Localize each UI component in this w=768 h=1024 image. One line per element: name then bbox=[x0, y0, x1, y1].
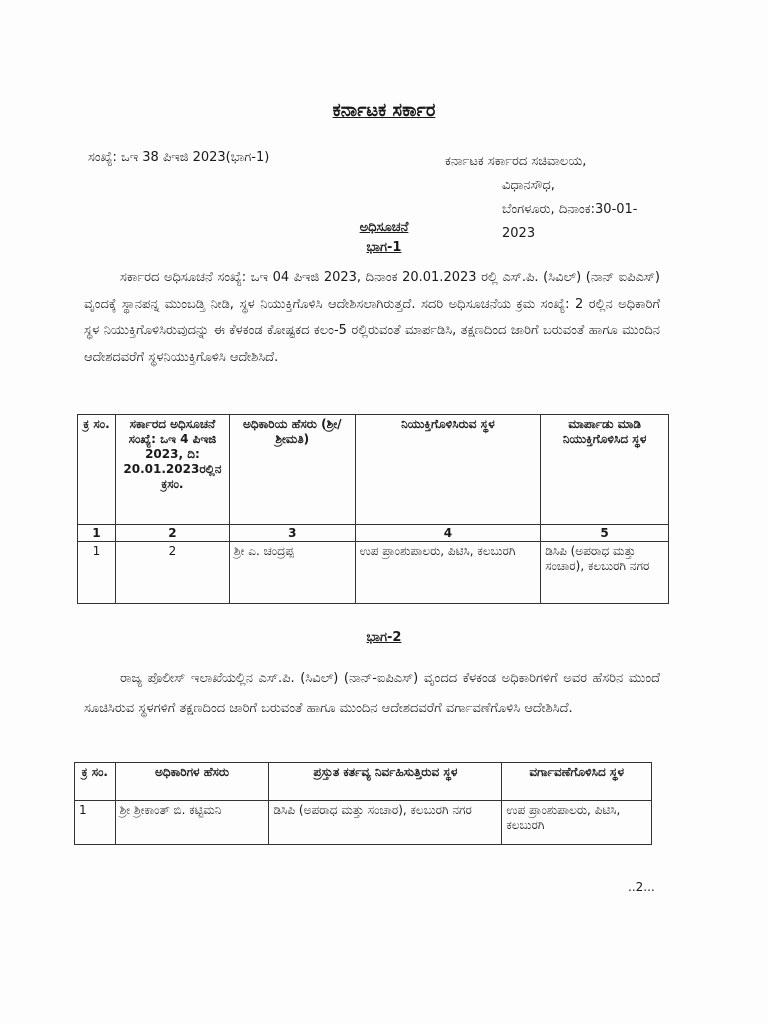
part2-heading: ಭಾಗ-2 bbox=[366, 630, 402, 645]
table-cell: ಡಿಸಿಪಿ (ಅಪರಾಧ ಮತ್ತು ಸಂಚಾರ), ಕಲಬುರಗಿ ನಗರ bbox=[269, 801, 502, 845]
part1-table bbox=[77, 414, 669, 604]
column-header: ನಿಯುಕ್ತಿಗೊಳಿಸಿರುವ ಸ್ಥಳ bbox=[355, 415, 541, 525]
notification-heading: ಅಧಿಸೂಚನೆ bbox=[359, 220, 409, 235]
government-title: ಕರ್ನಾಟಕ ಸರ್ಕಾರ bbox=[332, 100, 436, 121]
column-header: ಸರ್ಕಾರದ ಅಧಿಸೂಚನೆ ಸಂಖ್ಯೆ: ಒಇ 4 ಪಿಇಜಿ 2023, ದಿ: 20.01.2023ರಲ್ಲಿನ ಕ್ರಸಂ. bbox=[115, 415, 229, 525]
address-line: ಕರ್ನಾಟಕ ಸರ್ಕಾರದ ಸಚಿವಾಲಯ, bbox=[445, 154, 587, 169]
address-line: ವಿಧಾನಸೌಧ, bbox=[502, 178, 555, 193]
table-row bbox=[75, 801, 652, 845]
column-header: ವರ್ಗಾವಣೆಗೊಳಿಸಿದ ಸ್ಥಳ bbox=[502, 763, 652, 801]
column-header: ಅಧಿಕಾರಿಯ ಹೆಸರು (ಶ್ರೀ/ಶ್ರೀಮತಿ) bbox=[229, 415, 355, 525]
table-cell: 2 bbox=[115, 542, 229, 604]
table-cell: 1 bbox=[78, 542, 116, 604]
column-header: ಕ್ರ ಸಂ. bbox=[78, 415, 116, 525]
table-cell: ಉಪ ಪ್ರಾಂಶುಪಾಲರು, ಪಿಟಿಸಿ, ಕಲಬುರಗಿ bbox=[355, 542, 541, 604]
part1-heading: ಭಾಗ-1 bbox=[366, 240, 402, 255]
column-number: 3 bbox=[229, 525, 355, 542]
column-number: 1 bbox=[78, 525, 116, 542]
notification-heading-block bbox=[0, 218, 768, 258]
column-number-row bbox=[78, 525, 669, 542]
column-header: ಕ್ರ ಸಂ. bbox=[75, 763, 116, 801]
column-header: ಪ್ರಸ್ತುತ ಕರ್ತವ್ಯ ನಿರ್ವಹಿಸುತ್ತಿರುವ ಸ್ಥಳ bbox=[269, 763, 502, 801]
page-marker: ..2... bbox=[628, 880, 655, 894]
table-cell: ಶ್ರೀ ಎ. ಚಂದ್ರಪ್ಪ bbox=[229, 542, 355, 604]
table-row bbox=[78, 542, 669, 604]
column-number: 2 bbox=[115, 525, 229, 542]
part1-paragraph: ಸರ್ಕಾರದ ಅಧಿಸೂಚನೆ ಸಂಖ್ಯೆ: ಒಇ 04 ಪಿಇಜಿ 2023, ದಿನಾಂಕ 20.01.2023 ರಲ್ಲಿ ಎಸ್.ಪಿ. (ಸಿವಿಲ್) (ನಾನ್ ಐಪಿಎಸ್) ವೃಂದಕ್ಕೆ ಸ್ಥಾನಪನ್ನ ಮುಂಬಡ್ತಿ ನೀಡಿ, ಸ್ಥಳ ನಿಯುಕ್ತಿಗೊಳಿಸಿ ಆದೇಶಿಸಲಾಗಿರುತ್ತದೆ. ಸದರಿ ಅಧಿಸೂಚನೆಯ ಕ್ರಮ ಸಂಖ್ಯೆ: 2 ರಲ್ಲಿನ ಅಧಿಕಾರಿಗೆ ಸ್ಥಳ ನಿಯುಕ್ತಿಗೊಳಿಸಿರುವುದನ್ನು ಈ ಕೆಳಕಂಡ ಕೋಷ್ಟಕದ ಕಲಂ-5 ರಲ್ಲಿರುವಂತೆ ಮಾರ್ಪಡಿಸಿ, ತಕ್ಷಣದಿಂದ ಜಾರಿಗೆ ಬರುವಂತೆ ಹಾಗೂ ಮುಂದಿನ ಆದೇಶದವರೆಗೆ ಸ್ಥಳನಿಯುಕ್ತಿಗೊಳಿಸಿ ಆದೇಶಿಸಿದೆ. bbox=[84, 270, 660, 365]
column-header: ಮಾರ್ಪಾಡು ಮಾಡಿ ನಿಯುಕ್ತಿಗೊಳಿಸಿದ ಸ್ಥಳ bbox=[541, 415, 669, 525]
column-header: ಅಧಿಕಾರಿಗಳ ಹೆಸರು bbox=[115, 763, 269, 801]
table-cell: ಉಪ ಪ್ರಾಂಶುಪಾಲರು, ಪಿಟಿಸಿ, ಕಲಬುರಗಿ bbox=[502, 801, 652, 845]
table-header-row bbox=[75, 763, 652, 801]
table-cell: ಶ್ರೀ ಶ್ರೀಕಾಂತ್ ಬಿ. ಕಟ್ಟಿಮನಿ bbox=[115, 801, 269, 845]
table-header-row bbox=[78, 415, 669, 525]
date-line: ಬೆಂಗಳೂರು, ದಿನಾಂಕ:30-01-2023 bbox=[502, 202, 638, 241]
part2-paragraph: ರಾಜ್ಯ ಪೊಲೀಸ್ ಇಲಾಖೆಯಲ್ಲಿನ ಎಸ್.ಪಿ. (ಸಿವಿಲ್) (ನಾನ್-ಐಪಿಎಸ್) ವೃಂದದ ಕೆಳಕಂಡ ಅಧಿಕಾರಿಗಳಿಗೆ ಅವರ ಹೆಸರಿನ ಮುಂದೆ ಸೂಚಿಸಿರುವ ಸ್ಥಳಗಳಿಗೆ ತಕ್ಷಣದಿಂದ ಜಾರಿಗೆ ಬರುವಂತೆ ಹಾಗೂ ಮುಂದಿನ ಆದೇಶದವರೆಗೆ ವರ್ಗಾವಣೆಗೊಳಿಸಿ ಆದೇಶಿಸಿದೆ. bbox=[84, 671, 660, 716]
part2-table bbox=[74, 762, 652, 845]
table-cell: ಡಿಸಿಪಿ (ಅಪರಾಧ ಮತ್ತು ಸಂಚಾರ), ಕಲಬುರಗಿ ನಗರ bbox=[541, 542, 669, 604]
table-cell: 1 bbox=[75, 801, 116, 845]
column-number: 4 bbox=[355, 525, 541, 542]
column-number: 5 bbox=[541, 525, 669, 542]
reference-number: ಸಂಖ್ಯೆ: ಒಇ 38 ಪಿಇಜಿ 2023(ಭಾಗ-1) bbox=[88, 150, 270, 165]
